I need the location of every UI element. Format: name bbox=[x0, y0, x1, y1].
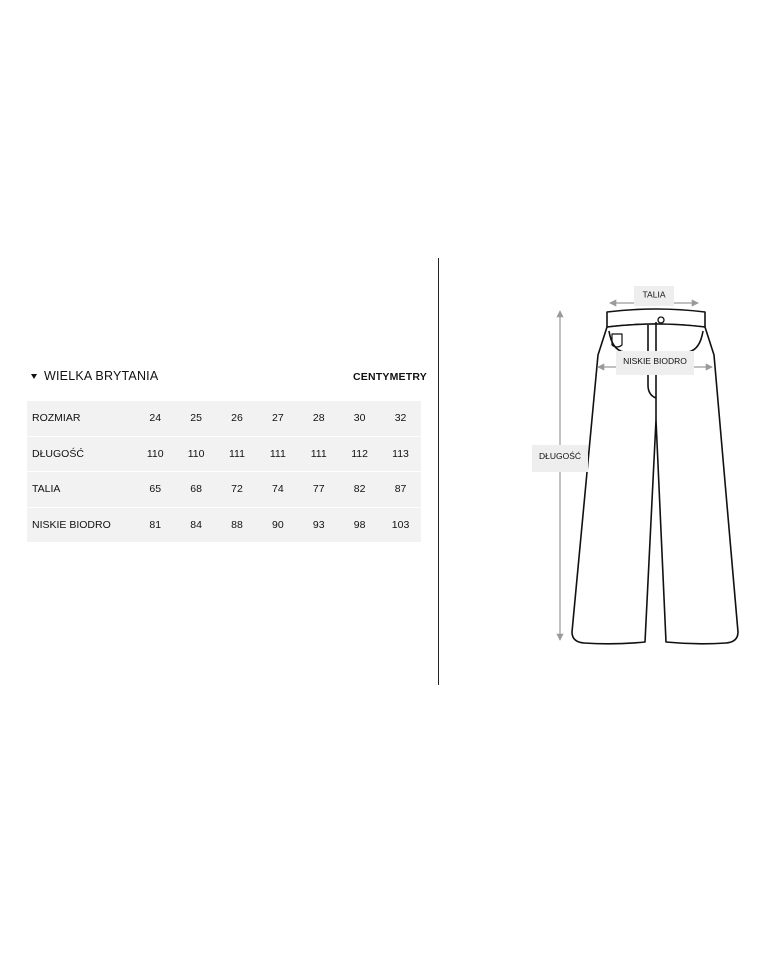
table-row-waist bbox=[27, 472, 421, 507]
table-cell: 98 bbox=[339, 508, 380, 543]
table-row-low-hip bbox=[27, 508, 421, 543]
table-cell: 72 bbox=[217, 472, 258, 507]
table-cell: 87 bbox=[380, 472, 421, 507]
vertical-divider bbox=[438, 258, 439, 685]
region-selector[interactable] bbox=[31, 369, 158, 383]
svg-text:TALIA: TALIA bbox=[642, 289, 666, 300]
table-row-size bbox=[27, 401, 421, 436]
table-cell: 65 bbox=[135, 472, 176, 507]
table-cell: 112 bbox=[339, 437, 380, 472]
row-label: TALIA bbox=[27, 472, 135, 507]
row-label: ROZMIAR bbox=[27, 401, 135, 436]
table-cell: 28 bbox=[298, 401, 339, 436]
table-cell: 110 bbox=[135, 437, 176, 472]
table-cell: 111 bbox=[217, 437, 258, 472]
svg-text:NISKIE BIODRO: NISKIE BIODRO bbox=[623, 356, 687, 366]
caret-down-icon bbox=[31, 374, 37, 379]
table-cell: 32 bbox=[380, 401, 421, 436]
length-label bbox=[532, 445, 588, 472]
low-hip-label bbox=[616, 351, 694, 375]
svg-text:DŁUGOŚĆ: DŁUGOŚĆ bbox=[538, 451, 582, 461]
row-label: DŁUGOŚĆ bbox=[27, 437, 135, 472]
table-cell: 84 bbox=[176, 508, 217, 543]
table-cell: 24 bbox=[135, 401, 176, 436]
table-cell: 74 bbox=[257, 472, 298, 507]
table-cell: 25 bbox=[176, 401, 217, 436]
table-cell: 81 bbox=[135, 508, 176, 543]
size-table bbox=[27, 400, 421, 543]
table-cell: 93 bbox=[298, 508, 339, 543]
table-cell: 110 bbox=[176, 437, 217, 472]
trousers-diagram bbox=[530, 280, 760, 660]
waist-label bbox=[634, 286, 674, 306]
unit-label: CENTYMETRY bbox=[353, 371, 427, 383]
table-row-length bbox=[27, 437, 421, 472]
table-cell: 113 bbox=[380, 437, 421, 472]
table-cell: 82 bbox=[339, 472, 380, 507]
table-cell: 30 bbox=[339, 401, 380, 436]
row-label: NISKIE BIODRO bbox=[27, 508, 135, 543]
table-cell: 103 bbox=[380, 508, 421, 543]
table-cell: 90 bbox=[257, 508, 298, 543]
region-label: WIELKA BRYTANIA bbox=[44, 369, 159, 383]
table-cell: 111 bbox=[257, 437, 298, 472]
table-cell: 77 bbox=[298, 472, 339, 507]
table-cell: 26 bbox=[217, 401, 258, 436]
table-cell: 88 bbox=[217, 508, 258, 543]
table-cell: 111 bbox=[298, 437, 339, 472]
table-cell: 27 bbox=[257, 401, 298, 436]
table-cell: 68 bbox=[176, 472, 217, 507]
